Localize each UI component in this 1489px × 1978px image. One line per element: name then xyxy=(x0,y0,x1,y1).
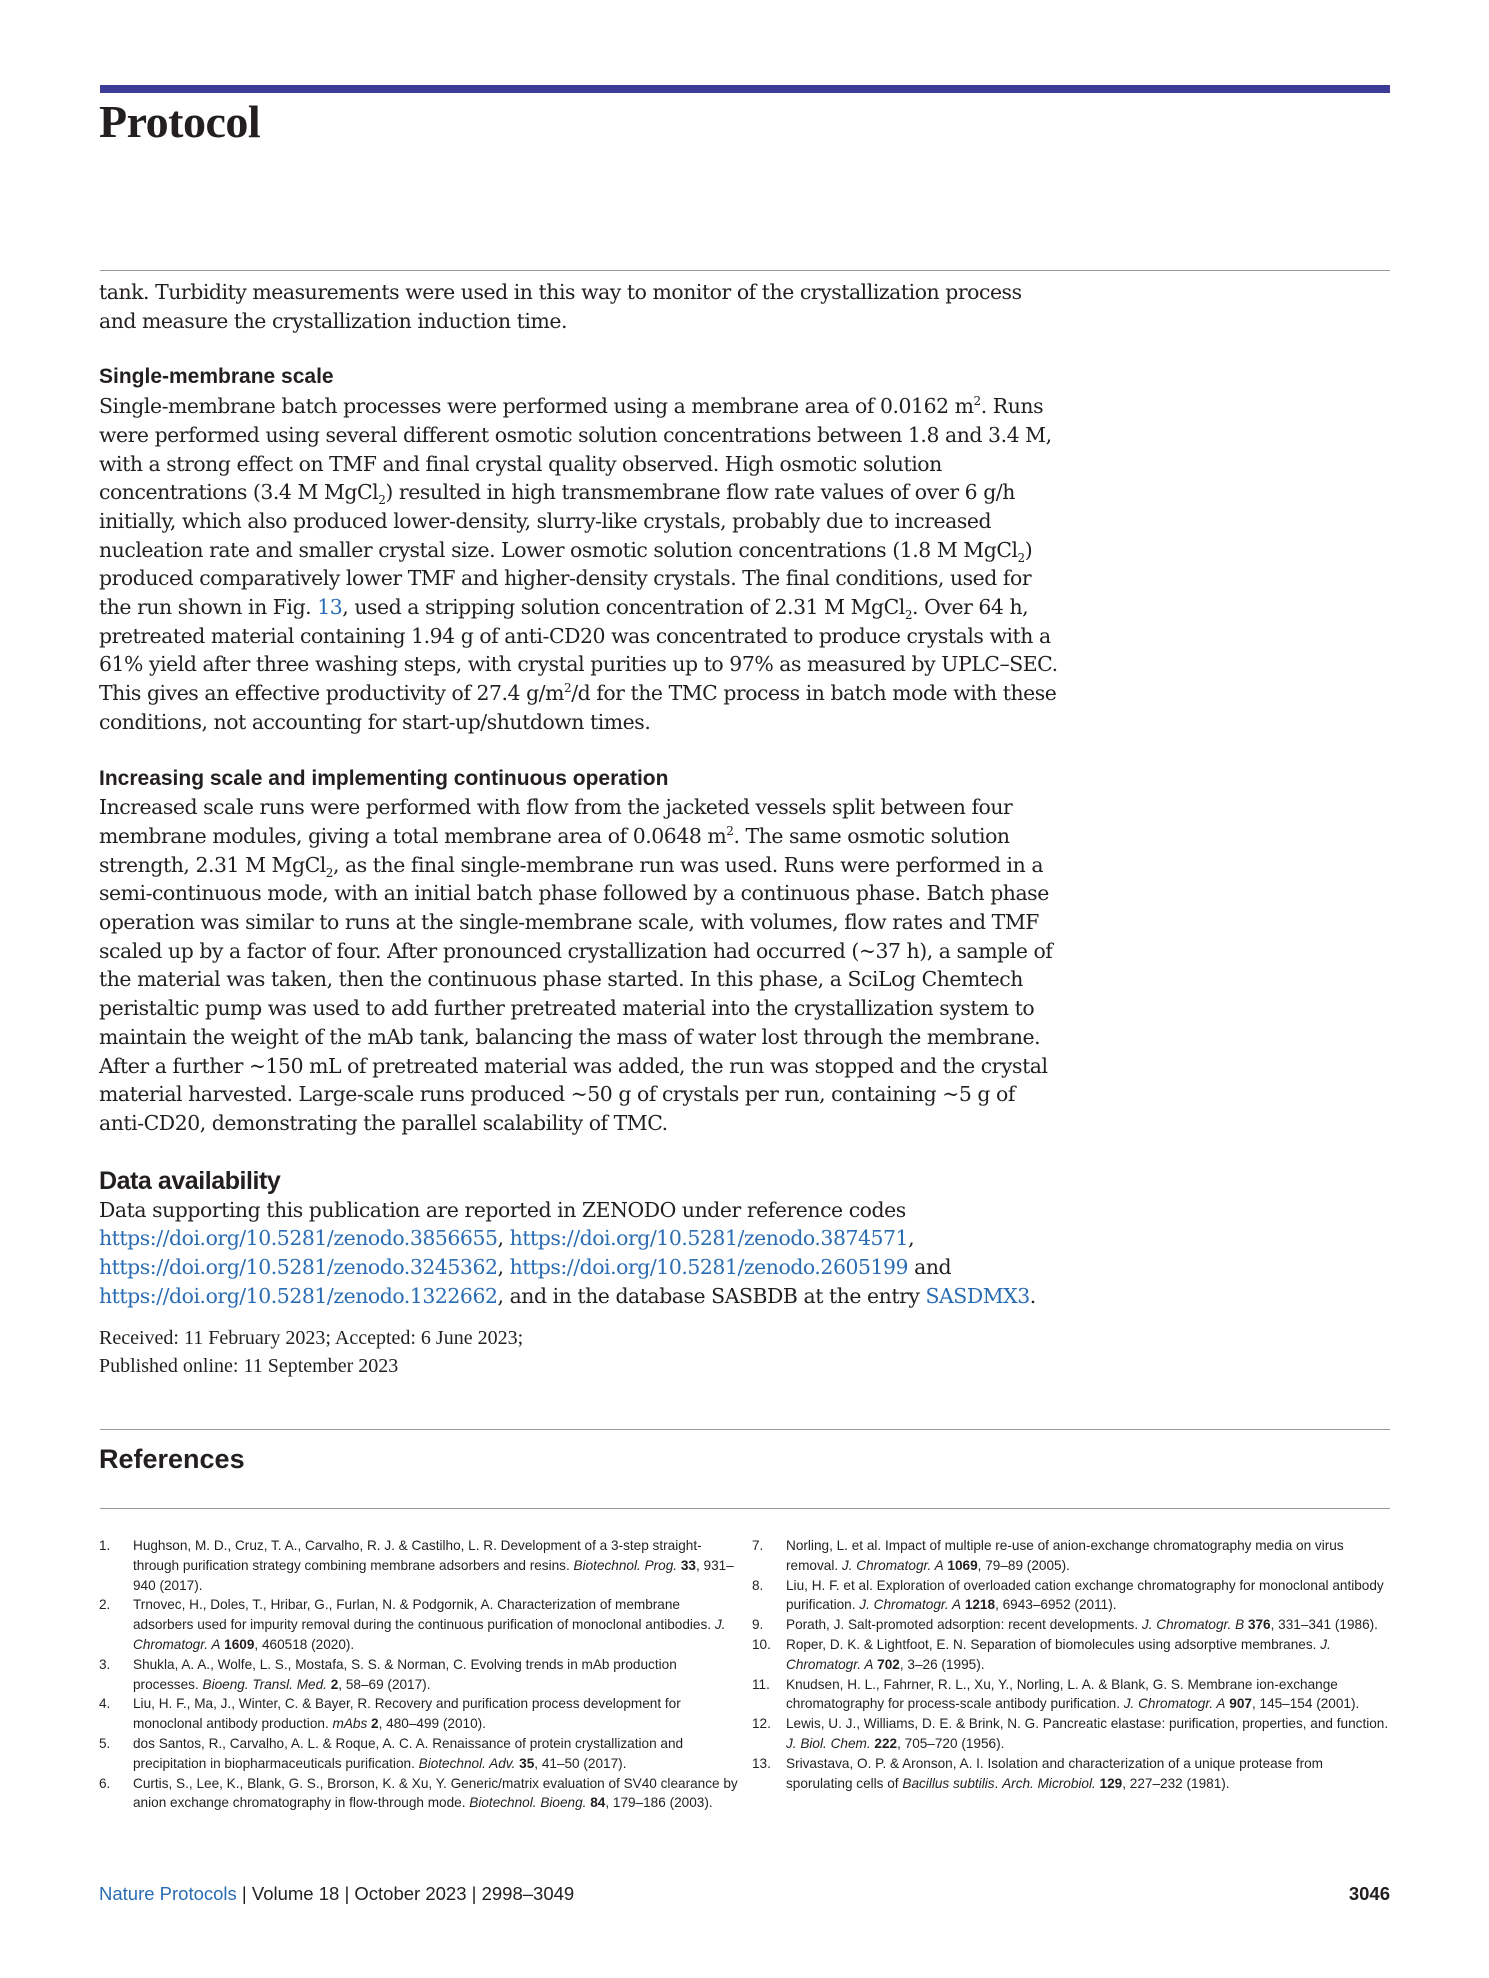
reference-text: Hughson, M. D., Cruz, T. A., Carvalho, R. J. & Castilho, L. R. Development of a 3-step straight-through purification strategy combining membrane adsorbers and resins. Biotechnol. Prog. 33, 931–940 (2017). xyxy=(133,1538,734,1593)
section-heading-single-membrane: Single-membrane scale xyxy=(99,365,334,389)
reference-text: Roper, D. K. & Lightfoot, E. N. Separation of biomolecules using adsorptive membranes. J. Chromatogr. A 702, 3–26 (1995). xyxy=(786,1636,1331,1672)
journal-details: Volume 18 | October 2023 | 2998–3049 xyxy=(251,1883,575,1904)
reference-text: Srivastava, O. P. & Aronson, A. I. Isolation and characterization of a unique protease from sporulating cells of Bacillus subtilis. Arch. Microbiol. 129, 227–232 (1981). xyxy=(786,1755,1324,1791)
main-text xyxy=(99,278,1059,1311)
figure-link[interactable]: 13 xyxy=(317,595,343,620)
received-accepted: Received: 11 February 2023; Accepted: 6 June 2023; xyxy=(99,1327,524,1349)
section-heading-increasing-scale: Increasing scale and implementing continuous operation xyxy=(99,766,669,790)
reference-text: Liu, H. F., Ma, J., Winter, C. & Bayer, R. Recovery and purification process development for monoclonal antibody production. mAbs 2, 480–499 (2010). xyxy=(133,1696,681,1732)
zenodo-link-4[interactable]: https://doi.org/10.5281/zenodo.2605199 xyxy=(509,1255,909,1280)
divider-references-bottom xyxy=(100,1508,1390,1509)
published-online: Published online: 11 September 2023 xyxy=(99,1355,399,1377)
paragraph-single-membrane: Single-membrane batch processes were performed using a membrane area of 0.0162 $m^2$. Runs were performed using several different osmotic solution concentrations between 1.8 and 3.4 M, with a strong effect on TMF and final crystal quality observed. High osmotic solution concentrations (3.4 M MgCl$_2$) resulted in high transmembrane flow rate values of over 6 g/h initially, which also produced lower-density, slurry-like crystals, probably due to increased nucleation rate and smaller crystal size. Lower osmotic solution concentrations (1.8 M MgCl$_2$) produced comparatively lower TMF and higher-density crystals. The final conditions, used for the run shown in Fig. 13, used a stripping solution concentration of 2.31 M MgCl$_2$. Over 64 h, pretreated material containing 1.94 g of anti-CD20 was concentrated to produce crystals with a 61% yield after three washing steps, with crystal purities up to 97% as measured by UPLC–SEC. This gives an effective productivity of 27.4 $g/m^2/d$ for the TMC process in batch mode with these conditions, not accounting for start-up/shutdown times. xyxy=(99,394,1058,734)
section-heading-data-availability: Data availability xyxy=(99,1166,281,1195)
reference-text: Liu, H. F. et al. Exploration of overloaded cation exchange chromatography for monoclonal antibody purification. J. Chromatogr. A 1218, 6943–6952 (2011). xyxy=(786,1577,1384,1613)
reference-item xyxy=(99,1655,739,1695)
reference-item xyxy=(752,1615,1392,1635)
reference-text: Lewis, U. J., Williams, D. E. & Brink, N. G. Pancreatic elastase: purification, properties, and function. J. Biol. Chem. 222, 705–720 (1956). xyxy=(786,1716,1389,1751)
reference-item xyxy=(99,1734,739,1774)
reference-item xyxy=(99,1536,739,1595)
reference-item xyxy=(752,1576,1392,1616)
reference-item xyxy=(99,1774,739,1814)
intro-paragraph: tank. Turbidity measurements were used in this way to monitor of the crystallization process and measure the crystallization induction time. xyxy=(99,280,1022,333)
reference-number: 9. xyxy=(752,1617,764,1633)
reference-number: 7. xyxy=(752,1538,764,1553)
paragraph-increasing-scale: Increased scale runs were performed with flow from the jacketed vessels split between four membrane modules, giving a total membrane area of 0.0648 $m^2$. The same osmotic solution strength, 2.31 M MgCl$_2$, as the final single-membrane run was used. Runs were performed in a semi-continuous mode, with an initial batch phase followed by a continuous phase. Batch phase operation was similar to runs at the single-membrane scale, with volumes, flow rates and TMF scaled up by a factor of four. After pronounced crystallization had occurred (~37 h), a sample of the material was taken, then the continuous phase started. In this phase, a SciLog Chemtech peristaltic pump was used to add further pretreated material into the crystallization system to maintain the weight of the mAb tank, balancing the mass of water lost through the membrane. After a further ~150 mL of pretreated material was added, the run was stopped and the crystal material harvested. Large-scale runs produced ~50 g of crystals per run, containing ~5 g of anti-CD20, demonstrating the parallel scalability of TMC. xyxy=(99,795,1053,1135)
page-number: 3046 xyxy=(1348,1883,1390,1904)
header-accent-bar xyxy=(100,85,1390,93)
references-title: References xyxy=(99,1444,245,1474)
reference-text: Curtis, S., Lee, K., Blank, G. S., Brorson, K. & Xu, Y. Generic/matrix evaluation of SV40 clearance by anion exchange chromatography in flow-through mode. Biotechnol. Bioeng. 84, 179–186 (2003). xyxy=(133,1775,738,1811)
reference-item xyxy=(752,1536,1392,1576)
reference-item xyxy=(99,1595,739,1654)
reference-number: 11. xyxy=(752,1676,770,1692)
divider-references-top xyxy=(100,1429,1390,1430)
sasbdb-link[interactable]: SASDMX3 xyxy=(925,1283,1030,1308)
reference-text: dos Santos, R., Carvalho, A. L. & Roque, A. C. A. Renaissance of protein crystallization and precipitation in biopharmaceuticals purification. Biotechnol. Adv. 35, 41–50 (2017). xyxy=(133,1735,684,1771)
zenodo-link-1[interactable]: https://doi.org/10.5281/zenodo.3856655 xyxy=(99,1226,498,1251)
reference-text: Trnovec, H., Doles, T., Hribar, G., Furlan, N. & Podgornik, A. Characterization of membrane adsorbers used for impurity removal during the continuous purification of monoclonal antibodies. J. Chromatogr. A 1609, 460518 (2020). xyxy=(133,1597,726,1652)
reference-item xyxy=(99,1694,739,1734)
publication-dates xyxy=(99,1324,523,1380)
reference-number: 1. xyxy=(99,1538,111,1553)
reference-text: Norling, L. et al. Impact of multiple re-use of anion-exchange chromatography media on virus removal. J. Chromatogr. A 1069, 79–89 (2005). xyxy=(786,1538,1344,1573)
reference-number: 6. xyxy=(99,1775,111,1791)
reference-item xyxy=(752,1754,1392,1794)
references-left-column xyxy=(99,1536,739,1813)
reference-item xyxy=(752,1714,1392,1754)
reference-number: 4. xyxy=(99,1696,111,1712)
reference-number: 3. xyxy=(99,1656,111,1672)
reference-number: 2. xyxy=(99,1597,111,1613)
reference-number: 10. xyxy=(752,1636,771,1652)
zenodo-link-5[interactable]: https://doi.org/10.5281/zenodo.1322662 xyxy=(99,1283,498,1308)
references-right-column xyxy=(752,1536,1392,1793)
footer-journal-info: Nature Protocols | Volume 18 | October 2023 | 2998–3049 xyxy=(99,1883,575,1904)
divider-top xyxy=(100,270,1390,271)
journal-name[interactable]: Nature Protocols xyxy=(99,1883,237,1904)
zenodo-link-2[interactable]: https://doi.org/10.5281/zenodo.3874571 xyxy=(509,1226,909,1251)
reference-item xyxy=(752,1635,1392,1675)
page-title: Protocol xyxy=(99,96,261,147)
reference-item xyxy=(752,1675,1392,1715)
reference-text: Knudsen, H. L., Fahrner, R. L., Xu, Y., Norling, L. A. & Blank, G. S. Membrane ion-exchange chromatography for process-scale antibody purification. J. Chromatogr. A 907, 145–154 (2001). xyxy=(786,1676,1360,1712)
reference-text: Shukla, A. A., Wolfe, L. S., Mostafa, S. S. & Norman, C. Evolving trends in mAb production processes. Bioeng. Transl. Med. 2, 58–69 (2017). xyxy=(133,1656,677,1692)
reference-number: 5. xyxy=(99,1735,111,1751)
zenodo-link-3[interactable]: https://doi.org/10.5281/zenodo.3245362 xyxy=(99,1255,498,1280)
reference-number: 8. xyxy=(752,1577,764,1593)
reference-number: 13. xyxy=(752,1755,771,1771)
reference-text: Porath, J. Salt-promoted adsorption: recent developments. J. Chromatogr. B 376, 331–341 (1986). xyxy=(786,1617,1378,1633)
reference-number: 12. xyxy=(752,1716,771,1732)
paragraph-data-availability: Data supporting this publication are reported in ZENODO under reference codes https://doi.org/10.5281/zenodo.3856655, https://doi.org/10.5281/zenodo.3874571, https://doi.org/10.5281/zenodo.3245362, https://doi.org/10.5281/zenodo.2605199 and https://doi.org/10.5281/zenodo.1322662, and in the database SASBDB at the entry SASDMX3. xyxy=(99,1197,1036,1308)
